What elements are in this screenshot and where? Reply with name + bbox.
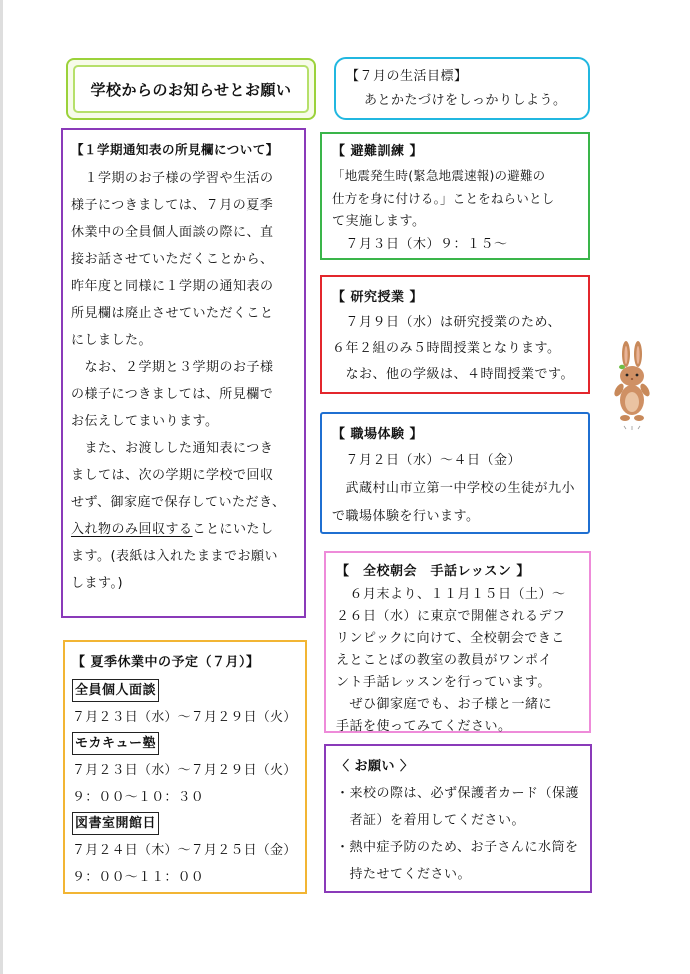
evacuation-drill-box xyxy=(320,132,590,260)
request-box xyxy=(324,744,592,893)
assembly-line: ２６日（水）に東京で開催されるデフ xyxy=(336,609,566,624)
assembly-line: ント手話レッスンを行っています。 xyxy=(336,675,551,690)
assembly-line: ６月末より、１１月１５日（土）～ xyxy=(336,587,566,602)
request-heading: 〈 お願い 〉 xyxy=(336,759,414,774)
research-class-box xyxy=(320,275,590,394)
title-frame xyxy=(66,58,316,120)
summer-schedule-heading: 【 夏季休業中の予定（７月）】 xyxy=(72,655,260,670)
schedule-time: ９：００～１０：３０ xyxy=(72,790,205,805)
workplace-line: 武蔵村山市立第一中学校の生徒が九小 xyxy=(332,481,576,496)
report-line xyxy=(71,516,304,543)
report-line: せず、御家庭で保存していただき、 xyxy=(71,495,286,510)
report-line: １学期のお子様の学習や生活の xyxy=(71,171,274,186)
schedule-date: ７月２３日（水）～７月２９日（火） xyxy=(72,763,297,778)
workplace-experience-box xyxy=(320,412,590,534)
drill-line: 「地震発生時(緊急地震速報)の避難の xyxy=(332,168,546,183)
schedule-date: ７月２４日（木）～７月２５日（金） xyxy=(72,843,297,858)
research-class-heading: 【 研究授業 】 xyxy=(332,290,424,305)
report-line: 接お話させていただくことから、 xyxy=(71,252,274,267)
monthly-goal-box xyxy=(334,57,590,120)
report-card-heading: 【１学期通知表の所見欄について】 xyxy=(71,142,279,157)
schedule-label-row xyxy=(72,811,305,837)
assembly-line: 手話を使ってみてください。 xyxy=(336,719,512,734)
evacuation-drill-heading: 【 避難訓練 】 xyxy=(332,144,424,159)
report-line: 所見欄は廃止させていただくこと xyxy=(71,306,274,321)
schedule-date: ７月２３日（水）～７月２９日（火） xyxy=(72,710,297,725)
research-line: ７月９日（水）は研究授業のため、 xyxy=(332,315,561,330)
monthly-goal-heading: 【７月の生活目標】 xyxy=(346,69,468,84)
drill-line: て実施します。 xyxy=(332,214,426,229)
report-line: ましては、次の学期に学校で回収 xyxy=(71,468,274,483)
report-line: にしました。 xyxy=(71,333,153,348)
page-edge xyxy=(0,0,3,974)
report-line: 昨年度と同様に１学期の通知表の xyxy=(71,279,274,294)
report-line: お伝えしてまいります。 xyxy=(71,414,219,429)
request-line: 持たせてください。 xyxy=(336,867,472,882)
request-line: 者証）を着用してください。 xyxy=(336,813,526,828)
request-line: ・熱中症予防のため、お子さんに水筒を xyxy=(336,840,579,855)
research-line: なお、他の学級は、４時間授業です。 xyxy=(332,367,574,382)
monthly-goal-text: あとかたづけをしっかりしよう。 xyxy=(364,93,567,108)
report-card-box xyxy=(61,128,306,618)
report-line: します。) xyxy=(71,576,124,591)
assembly-line: えとことばの教室の教員がワンポイ xyxy=(336,653,553,668)
report-line-rest: ことにいたし xyxy=(192,522,274,537)
workplace-line: で職場体験を行います。 xyxy=(332,509,480,524)
report-underlined-text: 入れ物のみ回収する xyxy=(71,522,193,537)
report-line: 様子につきましては、７月の夏季 xyxy=(71,198,274,213)
sign-language-lesson-heading: 【 全校朝会 手話レッスン 】 xyxy=(336,564,530,579)
schedule-label-row xyxy=(72,731,305,757)
drill-line: 仕方を身に付ける。」ことをねらいとし xyxy=(332,191,555,206)
schedule-label-row xyxy=(72,678,305,704)
workplace-line: ７月２日（水）～４日（金） xyxy=(332,453,522,468)
assembly-line: リンピックに向けて、全校朝会できこ xyxy=(336,631,565,646)
report-line: 休業中の全員個人面談の際に、直 xyxy=(71,225,274,240)
request-line: ・来校の際は、必ず保護者カード（保護 xyxy=(336,786,580,801)
sign-language-lesson-box xyxy=(324,551,591,733)
report-line: ます。(表紙は入れたままでお願い xyxy=(71,549,279,564)
drill-line: ７月３日（木）９：１５～ xyxy=(332,237,508,252)
assembly-line: ぜひ御家庭でも、お子様と一緒に xyxy=(336,697,553,712)
rabbit-illustration xyxy=(612,340,654,432)
workplace-experience-heading: 【 職場体験 】 xyxy=(332,427,424,442)
schedule-label: 全員個人面談 xyxy=(72,679,159,702)
summer-schedule-box xyxy=(63,640,307,894)
schedule-label: 図書室開館日 xyxy=(72,812,159,835)
report-line: の様子につきましては、所見欄で xyxy=(71,387,274,402)
schedule-time: ９：００～１１：００ xyxy=(72,870,205,885)
schedule-label: モカキュー塾 xyxy=(72,732,159,755)
page-title: 学校からのお知らせとお願い xyxy=(73,65,309,113)
research-line: ６年２組のみ５時間授業となります。 xyxy=(332,341,561,356)
report-line: なお、２学期と３学期のお子様 xyxy=(71,360,274,375)
report-line: また、お渡しした通知表につき xyxy=(71,441,274,456)
